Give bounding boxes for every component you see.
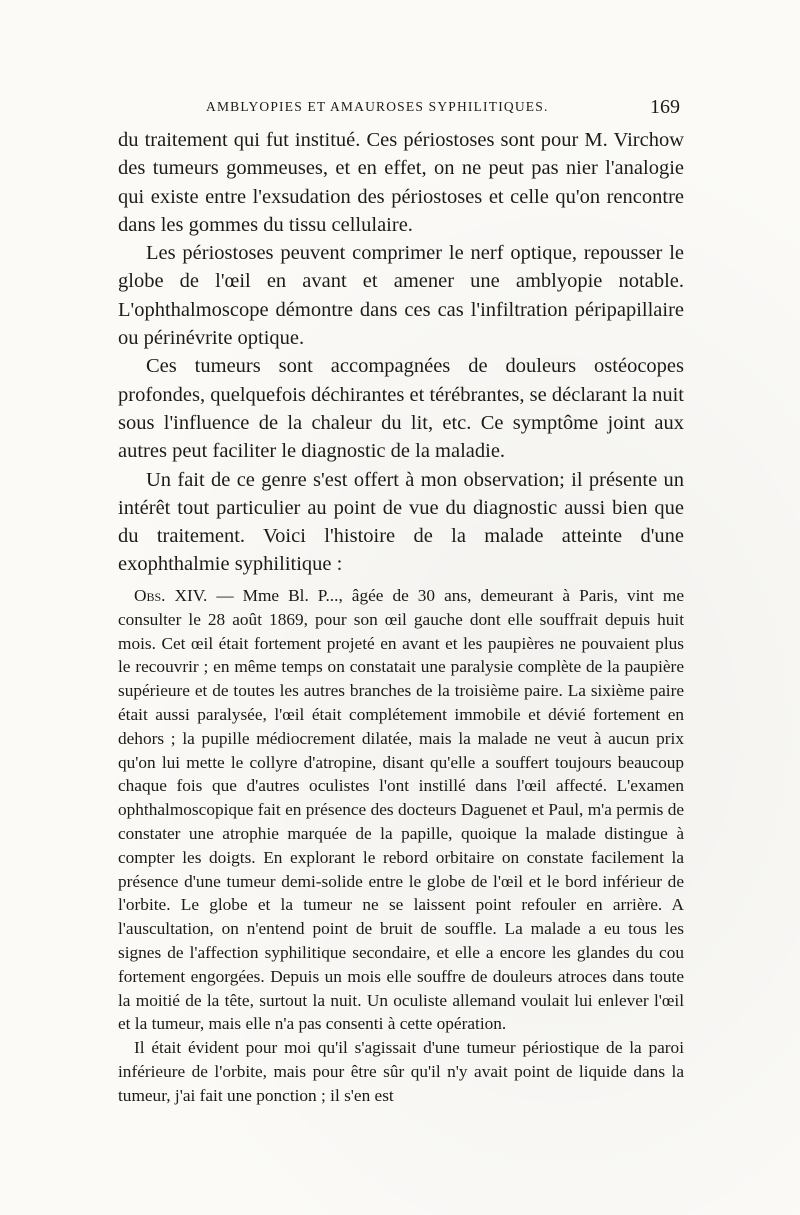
- paragraph-4: Un fait de ce genre s'est offert à mon observation; il présente un intérêt tout particulier au point de vue du diagnostic aussi bien que du traitement. Voici l'histoire de la malade atteinte d'une exophthalmie syphilitique :: [118, 468, 684, 576]
- observation-text: — Mme Bl. P..., âgée de 30 ans, demeurant à Paris, vint me consulter le 28 août 1869, pour son œil gauche dont elle souffrait depuis huit mois. Cet œil était fortement projeté en avant et les paupières ne pouvaient plus le recouvrir ; en même temps on constatait une paralysie complète de la paupière supérieure et de toutes les autres branches de la troisième paire. La sixième paire était aussi paralysée, l'œil était complétement immobile et dévié fortement en dehors ; la pupille médiocrement dilatée, mais la malade ne veut à aucun prix qu'on lui mette le collyre d'atropine, disant qu'elle a souffert toujours beaucoup chaque fois que d'autres oculistes l'ont instillé dans l'œil affecté. L'examen ophthalmoscopique fait en présence des docteurs Daguenet et Paul, m'a permis de constater une atrophie marquée de la papille, quoique la malade distingue à compter les doigts. En explorant le rebord orbitaire on constate facilement la présence d'une tumeur demi-solide entre le globe de l'œil et le bord inférieur de l'orbite. Le globe et la tumeur ne se laissent point refouler en arrière. A l'auscultation, on n'entend point de bruit de souffle. La malade a eu tous les signes de l'affection syphilitique secondaire, et elle a encore les glandes du cou fortement engorgées. Depuis un mois elle souffre de douleurs atroces dans toute la moitié de la tête, surtout la nuit. Un oculiste allemand voulait lui enlever l'œil et la tumeur, mais elle n'a pas consenti à cette opération.: [118, 586, 684, 1034]
- observation-block: [118, 584, 684, 1108]
- page-header: [118, 96, 680, 120]
- main-text: [118, 126, 684, 579]
- paragraph-1: du traitement qui fut institué. Ces périostoses sont pour M. Virchow des tumeurs gommeuses, et en effet, on ne peut pas nier l'analogie qui existe entre l'exsudation des périostoses et celle qu'on rencontre dans les gommes du tissu cellulaire.: [118, 129, 684, 236]
- observation-paragraph: [118, 584, 684, 1036]
- observation-label: Obs. XIV.: [134, 586, 208, 605]
- running-title: AMBLYOPIES ET AMAUROSES SYPHILITIQUES.: [206, 99, 549, 114]
- page-number: 169: [650, 96, 680, 118]
- paragraph-3: Ces tumeurs sont accompagnées de douleurs ostéocopes profondes, quelquefois déchirantes et térébrantes, se déclarant la nuit sous l'influence de la chaleur du lit, etc. Ce symptôme joint aux autres peut faciliter le diagnostic de la maladie.: [118, 355, 684, 463]
- observation-continuation: Il était évident pour moi qu'il s'agissait d'une tumeur périostique de la paroi inférieure de l'orbite, mais pour être sûr qu'il n'y avait point de liquide dans la tumeur, j'ai fait une ponction ; il s'en est: [118, 1038, 684, 1105]
- paragraph-2: Les périostoses peuvent comprimer le nerf optique, repousser le globe de l'œil en avant et amener une amblyopie notable. L'ophthalmoscope démontre dans ces cas l'infiltration péripapillaire ou périnévrite optique.: [118, 242, 684, 350]
